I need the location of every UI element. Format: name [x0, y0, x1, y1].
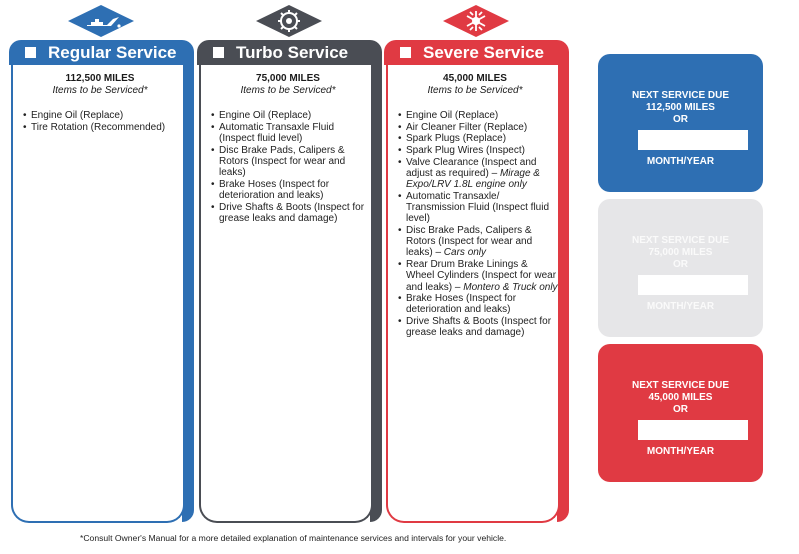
- card-month-year: MONTH/YEAR: [646, 301, 715, 312]
- card-miles: 45,000 MILES: [648, 392, 713, 403]
- list-item: • Tire Rotation (Recommended): [23, 122, 183, 133]
- card-write-in-field[interactable]: [638, 130, 748, 150]
- next-service-card-regular: [598, 54, 763, 192]
- card-or: OR: [673, 259, 688, 270]
- list-item: • Drive Shafts & Boots (Inspect for grease leaks and damage): [211, 202, 371, 224]
- regular-title: Regular Service: [48, 42, 177, 62]
- card-miles: 112,500 MILES: [646, 102, 715, 113]
- footnote: *Consult Owner's Manual for a more detailed explanation of maintenance services and intervals for your vehicle.: [80, 533, 507, 543]
- list-item: • Air Cleaner Filter (Replace): [398, 122, 558, 133]
- severe-header: [384, 40, 569, 65]
- card-heading: NEXT SERVICE DUE: [631, 380, 730, 391]
- severe-miles: 45,000 MILES: [443, 73, 507, 84]
- item-note: Mirage & Expo/LRV 1.8L engine only: [406, 168, 540, 191]
- regular-service-column: [9, 0, 194, 530]
- list-item-text: Disc Brake Pads, Calipers & Rotors (Inspect for wear and leaks) –: [406, 225, 533, 259]
- card-or: OR: [673, 404, 688, 415]
- regular-header: [9, 40, 194, 65]
- severe-service-column: [384, 0, 569, 530]
- list-item: • Engine Oil (Replace): [211, 110, 371, 121]
- next-service-card-severe: [598, 344, 763, 482]
- card-month-year: MONTH/YEAR: [646, 446, 715, 457]
- turbo-item-list: [211, 110, 371, 225]
- card-or: OR: [673, 114, 688, 125]
- regular-badge: [67, 4, 135, 38]
- card-month-year: MONTH/YEAR: [646, 156, 715, 167]
- list-item: [398, 157, 558, 191]
- item-note: Montero & Truck only: [463, 281, 558, 293]
- list-item: [398, 225, 558, 259]
- turbo-gear-icon: [255, 4, 323, 38]
- card-miles: 75,000 MILES: [648, 247, 713, 258]
- list-item: • Drive Shafts & Boots (Inspect for grease leaks and damage): [398, 316, 558, 338]
- severe-badge: [442, 4, 510, 38]
- turbo-badge: [255, 4, 323, 38]
- regular-subtitle: Items to be Serviced*: [52, 85, 148, 96]
- severe-title: Severe Service: [423, 42, 544, 62]
- checkbox-square-icon: [25, 47, 36, 58]
- turbo-title: Turbo Service: [236, 42, 349, 62]
- list-item: • Brake Hoses (Inspect for deterioration and leaks): [398, 293, 558, 315]
- list-item: • Disc Brake Pads, Calipers & Rotors (Inspect for wear and leaks): [211, 145, 371, 179]
- snowflake-sun-icon: [442, 4, 510, 38]
- turbo-miles: 75,000 MILES: [256, 73, 320, 84]
- list-item-text: Valve Clearance (Inspect and adjust as required) –: [406, 156, 537, 180]
- checkbox-square-icon: [213, 47, 224, 58]
- list-item: • Automatic Transaxle/ Transmission Fluid (Inspect fluid level): [398, 191, 558, 225]
- severe-subtitle: Items to be Serviced*: [427, 85, 523, 96]
- next-service-card-turbo: [598, 199, 763, 337]
- oil-can-icon: [67, 4, 135, 38]
- list-item-text: Rear Drum Brake Linings & Wheel Cylinders (Inspect for wear and leaks) –: [406, 259, 557, 293]
- list-item: • Engine Oil (Replace): [23, 110, 183, 121]
- list-item: • Engine Oil (Replace): [398, 110, 558, 121]
- regular-item-list: [23, 110, 183, 133]
- severe-item-list: [398, 110, 558, 339]
- turbo-header: [197, 40, 382, 65]
- list-item: • Spark Plug Wires (Inspect): [398, 145, 558, 156]
- card-write-in-field[interactable]: [638, 420, 748, 440]
- turbo-subtitle: Items to be Serviced*: [240, 85, 336, 96]
- turbo-service-column: [197, 0, 382, 530]
- list-item: • Automatic Transaxle Fluid (Inspect fluid level): [211, 122, 371, 144]
- regular-miles: 112,500 MILES: [65, 73, 135, 84]
- card-heading: NEXT SERVICE DUE: [631, 235, 730, 246]
- card-heading: NEXT SERVICE DUE: [631, 90, 730, 101]
- item-note: Cars only: [443, 247, 487, 259]
- checkbox-square-icon: [400, 47, 411, 58]
- list-item: • Brake Hoses (Inspect for deterioration and leaks): [211, 179, 371, 201]
- list-item: [398, 259, 558, 293]
- list-item: • Spark Plugs (Replace): [398, 133, 558, 144]
- card-write-in-field[interactable]: [638, 275, 748, 295]
